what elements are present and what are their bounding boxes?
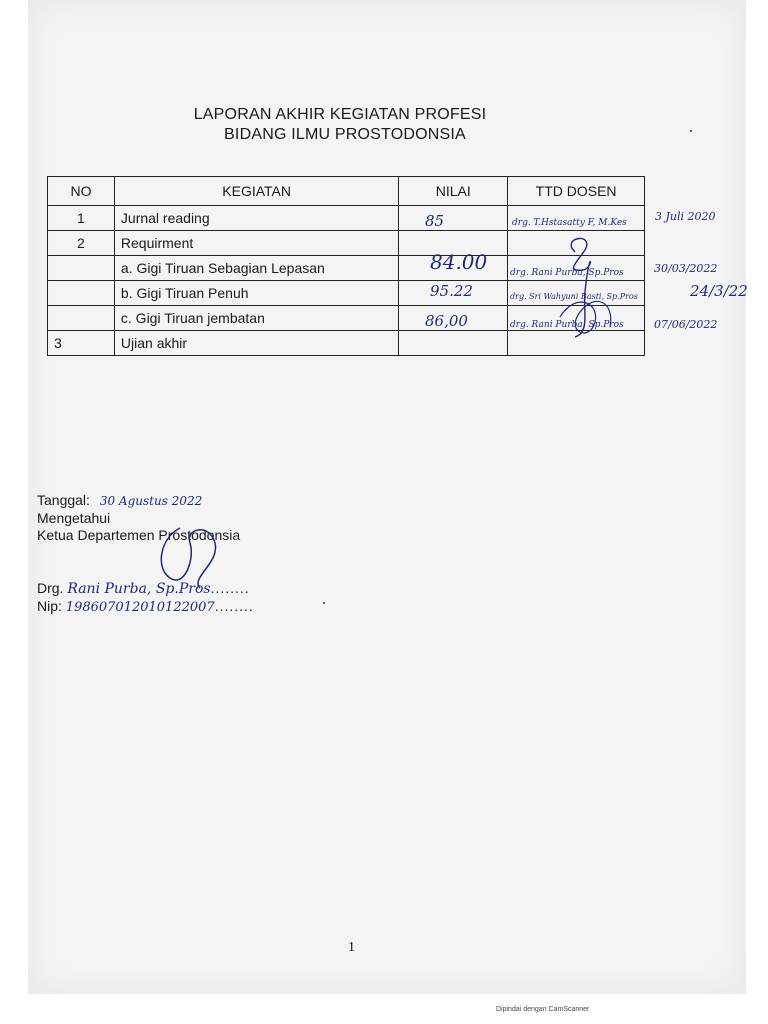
row-no bbox=[48, 281, 115, 306]
row-no bbox=[48, 306, 115, 331]
handwritten-score: 85 bbox=[425, 212, 445, 230]
report-title-line2: BIDANG ILMU PROSTODONSIA bbox=[224, 126, 466, 143]
dots: ........ bbox=[210, 580, 250, 596]
ketua-text: Ketua Departemen Prostodonsia bbox=[37, 527, 241, 543]
row-nilai-cell bbox=[399, 331, 508, 356]
tanggal-line bbox=[37, 492, 202, 508]
row-kegiatan: Requirment bbox=[114, 231, 398, 256]
nip-label: Nip: bbox=[37, 598, 62, 614]
drg-line bbox=[37, 580, 250, 597]
row-no: 2 bbox=[48, 231, 115, 256]
row-kegiatan: a. Gigi Tiruan Sebagian Lepasan bbox=[114, 256, 398, 281]
drg-name: Rani Purba, Sp.Pros bbox=[67, 581, 211, 597]
row-kegiatan: Jurnal reading bbox=[114, 206, 398, 231]
header-nilai: NILAI bbox=[399, 177, 508, 206]
row-kegiatan: Ujian akhir bbox=[114, 331, 398, 356]
drg-label: Drg. bbox=[37, 580, 64, 596]
handwritten-lecturer: drg. Rani Purba, Sp.Pros bbox=[510, 320, 624, 330]
tanggal-value: 30 Agustus 2022 bbox=[99, 494, 203, 508]
tanggal-label: Tanggal: bbox=[37, 492, 90, 508]
scan-bottom-strip bbox=[0, 994, 768, 1024]
row-kegiatan: c. Gigi Tiruan jembatan bbox=[114, 306, 398, 331]
header-no: NO bbox=[48, 177, 115, 206]
signature-scribble bbox=[555, 232, 625, 352]
row-nilai-cell bbox=[399, 206, 508, 231]
table-header-row bbox=[48, 177, 645, 206]
handwritten-date: 24/3/22 bbox=[690, 282, 748, 300]
report-title-line1: LAPORAN AKHIR KEGIATAN PROFESI bbox=[193, 106, 487, 123]
handwritten-date: 07/06/2022 bbox=[654, 318, 718, 331]
row-no: 1 bbox=[48, 206, 115, 231]
nip-value: 198607012010122007 bbox=[65, 600, 215, 615]
mengetahui-text: Mengetahui bbox=[37, 510, 111, 526]
handwritten-date: 3 Juli 2020 bbox=[655, 210, 716, 223]
header-kegiatan: KEGIATAN bbox=[114, 177, 398, 206]
handwritten-lecturer: drg. Sri Wahyuni Basti, Sp.Pros bbox=[510, 292, 638, 301]
row-kegiatan: b. Gigi Tiruan Penuh bbox=[114, 281, 398, 306]
row-no bbox=[48, 256, 115, 281]
handwritten-lecturer: drg. T.Hstasatty F, M.Kes bbox=[512, 218, 627, 228]
row-no: 3 bbox=[48, 331, 115, 356]
scan-speck bbox=[690, 130, 692, 132]
handwritten-lecturer: drg. Rani Purba, Sp.Pros bbox=[510, 268, 624, 278]
handwritten-score: 86,00 bbox=[425, 312, 468, 330]
nip-line bbox=[37, 598, 254, 615]
handwritten-date: 30/03/2022 bbox=[654, 262, 718, 275]
handwritten-score: 95.22 bbox=[430, 282, 473, 300]
handwritten-score: 84.00 bbox=[430, 250, 488, 274]
scan-speck bbox=[323, 602, 325, 604]
header-ttd-dosen: TTD DOSEN bbox=[508, 177, 645, 206]
page-number: 1 bbox=[348, 940, 355, 955]
camscanner-watermark: Dipindai dengan CamScanner bbox=[496, 1006, 590, 1013]
scan-left-margin bbox=[0, 0, 28, 994]
dots: ........ bbox=[214, 598, 254, 614]
